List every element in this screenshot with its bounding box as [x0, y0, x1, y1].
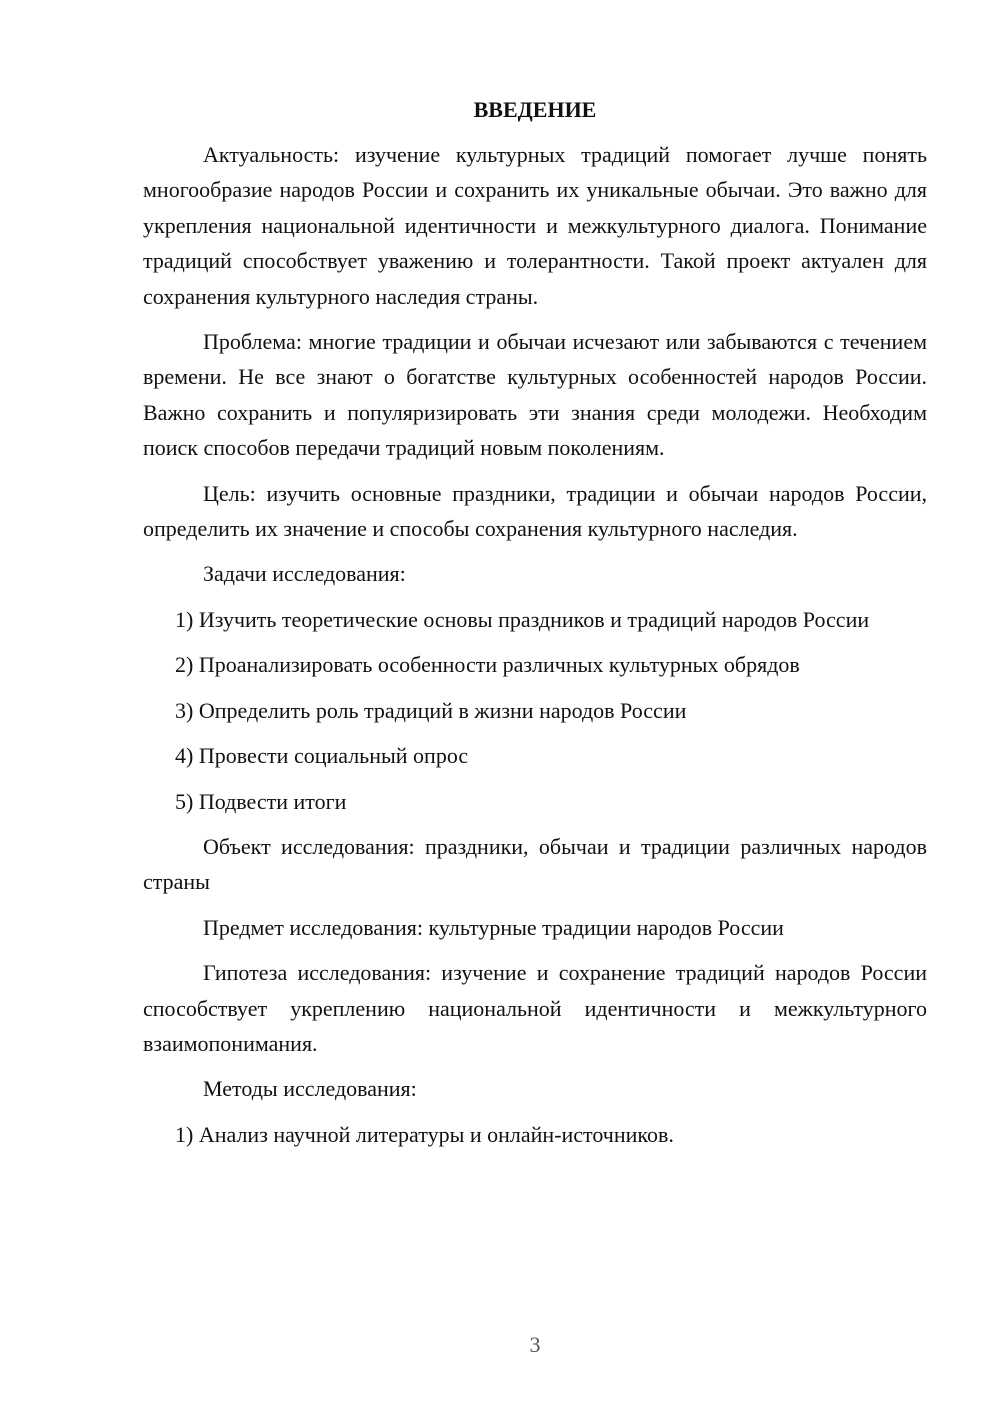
- paragraph-goal: Цель: изучить основные праздники, традиции и обычаи народов России, определить их значение и способы сохранения культурного наследия.: [143, 480, 927, 542]
- task-item: 1) Изучить теоретические основы праздников и традиций народов России: [175, 606, 870, 632]
- paragraph-subject: Предмет исследования: культурные традиции народов России: [203, 914, 784, 940]
- paragraph-object: Объект исследования: праздники, обычаи и традиции различных народов страны: [143, 833, 927, 895]
- tasks-heading: Задачи исследования:: [203, 561, 406, 587]
- paragraph-hypothesis: Гипотеза исследования: изучение и сохранение традиций народов России способствует укреплению национальной идентичности и межкультурного взаимопонимания.: [143, 960, 927, 1056]
- task-item: 5) Подвести итоги: [175, 788, 347, 814]
- method-item: 1) Анализ научной литературы и онлайн-источников.: [175, 1121, 674, 1147]
- page-number: 3: [529, 1332, 541, 1357]
- paragraph-problem: Проблема: многие традиции и обычаи исчезают или забываются с течением времени. Не все знают о богатстве культурных особенностей народов России. Важно сохранить и популяризировать эти знания среди молодежи. Необходим поиск способов передачи традиций новым поколениям.: [143, 329, 927, 461]
- task-item: 3) Определить роль традиций в жизни народов России: [175, 697, 687, 723]
- paragraph-relevance: Актуальность: изучение культурных традиций помогает лучше понять многообразие народов России и сохранить их уникальные обычаи. Это важно для укрепления национальной идентичности и межкультурного диалога. Понимание традиций способствует уважению и толерантности. Такой проект актуален для сохранения культурного наследия страны.: [143, 142, 927, 309]
- task-item: 4) Провести социальный опрос: [175, 743, 469, 769]
- document-page: [143, 95, 927, 1162]
- task-item: 2) Проанализировать особенности различных культурных обрядов: [175, 652, 800, 678]
- methods-heading: Методы исследования:: [203, 1076, 417, 1102]
- section-title: ВВЕДЕНИЕ: [473, 97, 597, 122]
